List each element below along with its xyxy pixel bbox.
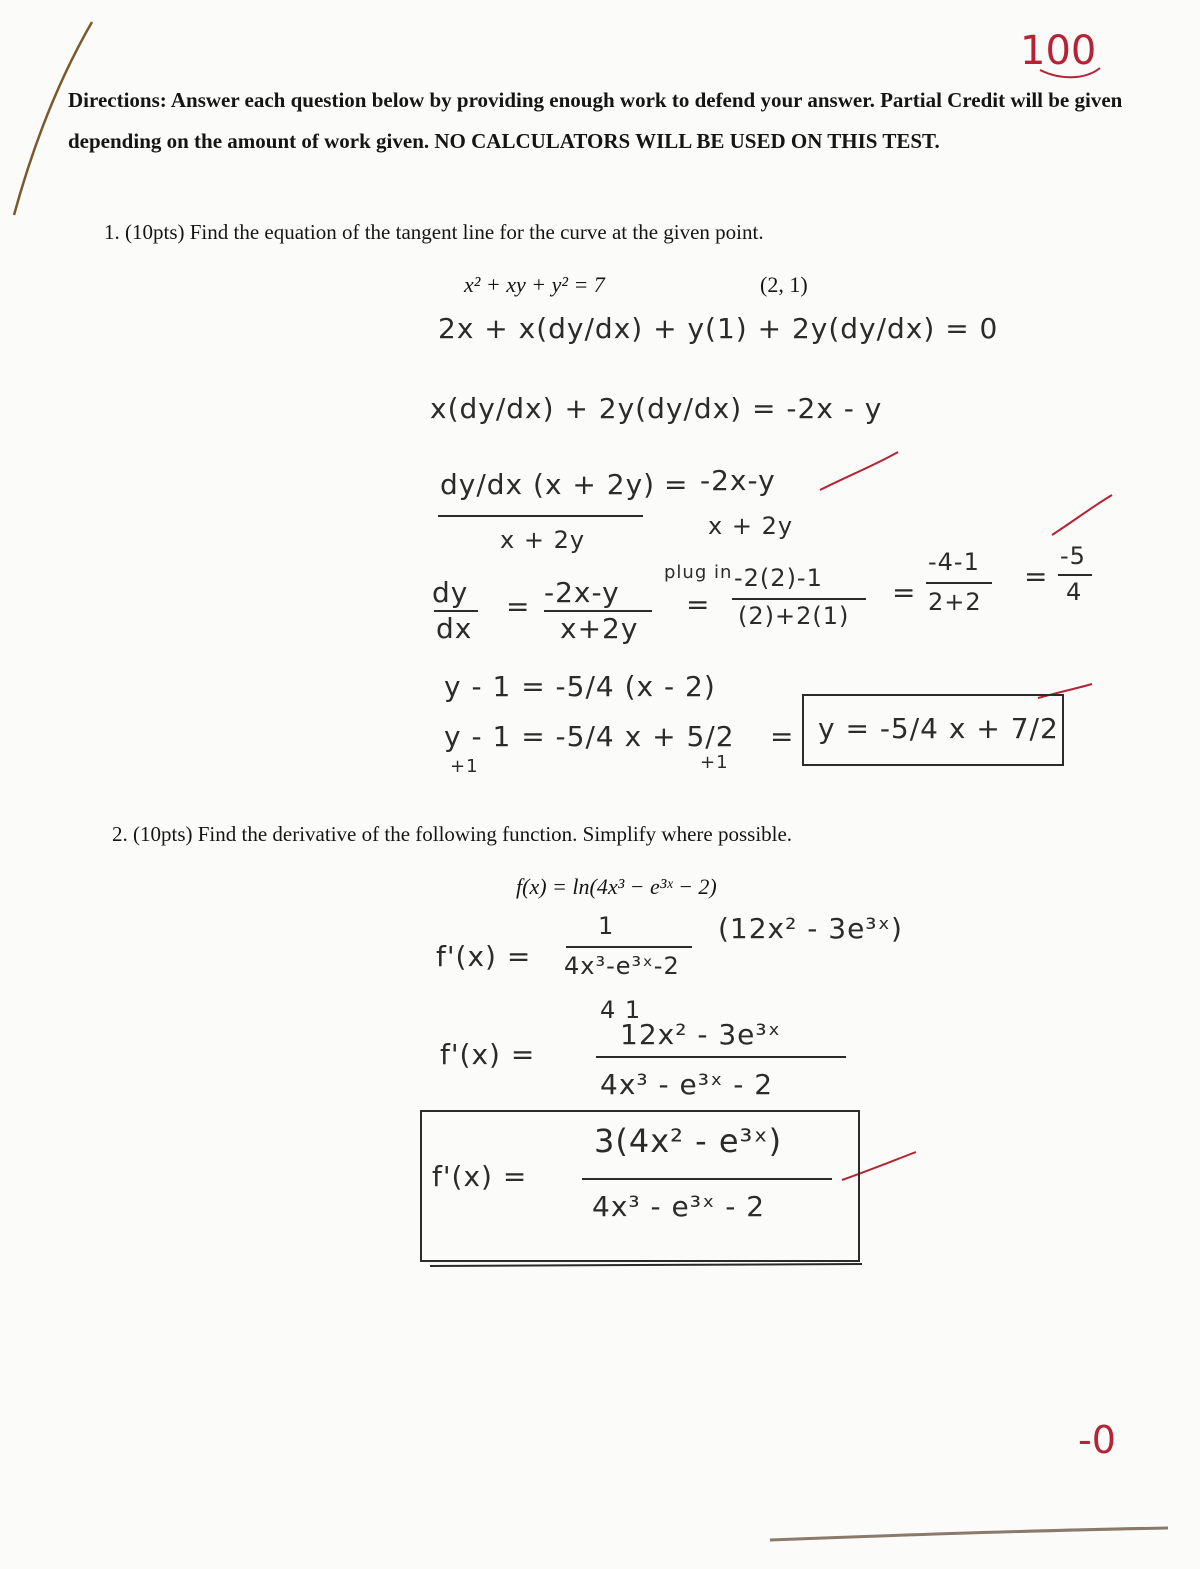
q1-line4-f4-num: -5 (1060, 542, 1086, 570)
bottom-pen-stroke (770, 1528, 1168, 1540)
q1-line4-eq4: = (1024, 560, 1049, 593)
q1-line4-f2-bar (732, 598, 866, 600)
q2-line2-bar (596, 1056, 846, 1058)
q1-work-line1: 2x + x(dy/dx) + y(1) + 2y(dy/dx) = 0 (438, 312, 999, 345)
q2-line2-den: 4x³ - e³ˣ - 2 (600, 1068, 774, 1101)
q2-line2-num: 12x² - 3e³ˣ (620, 1018, 782, 1051)
q2-prompt: 2. (10pts) Find the derivative of the following function. Simplify where possible. (112, 822, 793, 846)
q1-work-line3-den-right: x + 2y (708, 512, 794, 540)
q1-line4-f3-num: -4-1 (928, 548, 980, 576)
q1-equation: x² + xy + y² = 7 (464, 272, 605, 297)
q1-work-line5: y - 1 = -5/4 (x - 2) (444, 670, 716, 703)
q1-work-line6-plus1a: +1 (450, 756, 479, 777)
q1-plug-in-note: plug in (664, 562, 733, 583)
q1-line4-eq2: = (686, 588, 711, 621)
q1-work-line3-den-left: x + 2y (500, 526, 586, 554)
q2-line1-lhs: f'(x) = (436, 940, 532, 973)
q2-line1-bar (566, 946, 692, 948)
q2-answer-bar (582, 1178, 832, 1180)
q2-line1-rhs: (12x² - 3e³ˣ) (718, 912, 903, 945)
check-mark-1 (820, 452, 898, 490)
q2-line1-num: 1 (598, 912, 615, 940)
q1-point: (2, 1) (760, 272, 808, 297)
q1-work-line3-left: dy/dx (x + 2y) (440, 468, 656, 501)
q1-line3-fraction-bar (438, 515, 643, 517)
q1-answer: y = -5/4 x + 7/2 (818, 712, 1059, 745)
q1-line4-f2-den: (2)+2(1) (738, 602, 850, 630)
q2-line1-den: 4x³-e³ˣ-2 (564, 952, 680, 980)
q1-work-line3-right-num: -2x-y (700, 464, 776, 497)
q1-answer-eq: = (770, 720, 795, 753)
q1-line4-eq3: = (892, 576, 917, 609)
q1-line4-f2-num: -2(2)-1 (734, 564, 823, 592)
q1-line4-f1-den: x+2y (560, 612, 639, 645)
directions-text: Directions: Answer each question below by providing enough work to defend your answer. Partial Credit will be given depending on the amount of work given. NO CALCULATORS WILL BE USED ON THIS TEST. (68, 88, 1123, 153)
q2-answer-lhs: f'(x) = (432, 1160, 528, 1193)
q2-answer-num: 3(4x² - e³ˣ) (594, 1122, 783, 1160)
q1-line4-lhs-den: dx (436, 612, 473, 645)
q1-line4-f3-den: 2+2 (928, 588, 982, 616)
q1-prompt: 1. (10pts) Find the equation of the tangent line for the curve at the given point. (104, 220, 764, 244)
score: 100 (1020, 28, 1097, 74)
bottom-underline (430, 1264, 862, 1266)
deduction: -0 (1078, 1418, 1116, 1462)
q1-work-line2: x(dy/dx) + 2y(dy/dx) = -2x - y (430, 392, 883, 425)
q2-line2-lhs: f'(x) = (440, 1038, 536, 1071)
q1-line4-lhs-num: dy (432, 576, 469, 609)
q1-work-line6-plus1b: +1 (700, 752, 729, 773)
q1-line4-f3-bar (926, 582, 992, 584)
q1-line4-f4-bar (1058, 574, 1092, 576)
q1-line4-f4-den: 4 (1066, 578, 1083, 606)
q1-line4-eq: = (506, 590, 531, 623)
q2-answer-den: 4x³ - e³ˣ - 2 (592, 1190, 766, 1223)
q1-work-line3-eq: = (664, 468, 689, 501)
check-mark-2 (1052, 495, 1112, 535)
q1-work-line6: y - 1 = -5/4 x + 5/2 (444, 720, 735, 753)
q2-line2-cancel-top: 4 1 (600, 996, 642, 1024)
q1-line4-f1-num: -2x-y (544, 576, 620, 609)
q2-equation: f(x) = ln(4x³ − e³ˣ − 2) (516, 874, 717, 899)
